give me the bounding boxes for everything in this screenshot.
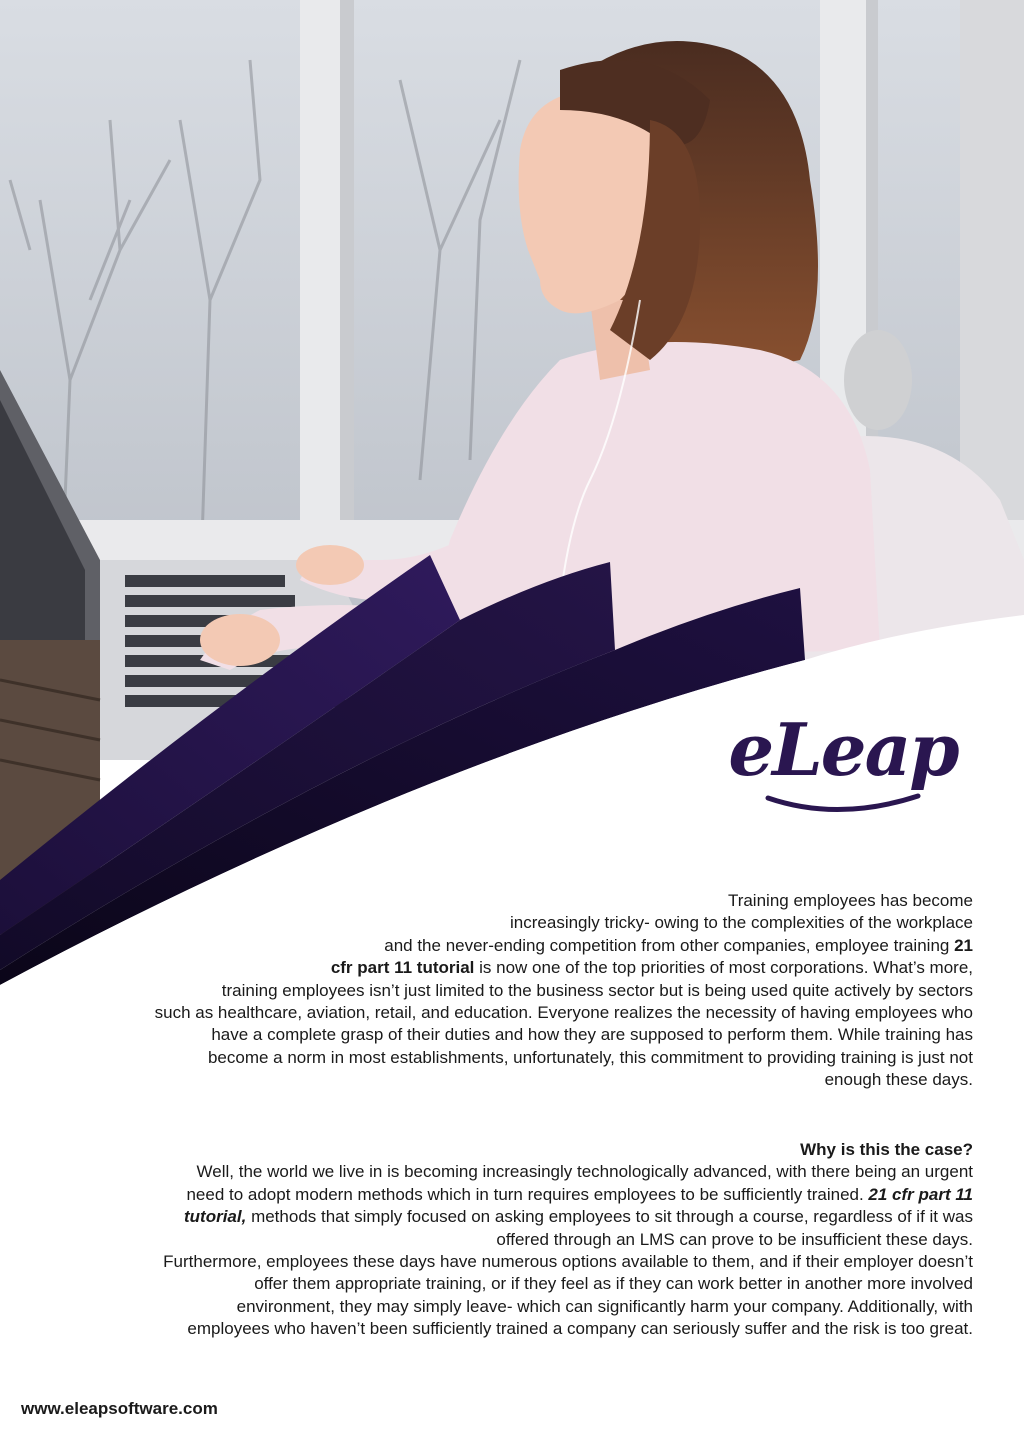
text-line: become a norm in most establishments, unfortunately, this commitment to providing training is just not	[207, 1047, 973, 1067]
text-line: Training employees has become	[727, 891, 973, 910]
keyword-text: tutorial,	[184, 1207, 247, 1227]
website-link[interactable]: www.eleapsoftware.com	[21, 1399, 218, 1418]
text-line: employees who haven’t been sufficiently trained a company can seriously suffer and the risk is too great.	[187, 1319, 973, 1339]
text-line	[40, 957, 973, 979]
text-line: offer them appropriate training, or if they feel as if they can work better in another more involved	[254, 1274, 973, 1294]
text-line	[40, 935, 973, 957]
logo-swoosh-icon	[728, 700, 958, 820]
text-line: Furthermore, employees these days have numerous options available to them, and if their employer doesn’t	[163, 1252, 973, 1272]
section-heading: Why is this the case?	[800, 1140, 973, 1159]
text-segment: methods that simply focused on asking employees to sit through a course, regardless of if it was	[246, 1207, 973, 1227]
text-line: such as healthcare, aviation, retail, and education. Everyone realizes the necessity of having employees who	[154, 1003, 973, 1023]
text-line	[40, 1206, 973, 1228]
keyword-text: cfr part 11 tutorial	[330, 958, 475, 978]
text-line: environment, they may simply leave- which can significantly harm your company. Additionally, with	[236, 1296, 973, 1316]
text-segment: is now one of the top priorities of most corporations. What’s more,	[474, 958, 973, 978]
text-line: enough these days.	[824, 1070, 973, 1090]
text-segment: need to adopt modern methods which in turn requires employees to be sufficiently trained.	[186, 1184, 869, 1204]
keyword-text: 21 cfr part 11	[868, 1184, 973, 1204]
text-segment: and the never-ending competition from other companies, employee training	[384, 935, 955, 955]
intro-paragraph	[40, 890, 973, 1092]
text-line	[40, 1184, 973, 1206]
keyword-text: 21	[954, 935, 973, 955]
text-line: Well, the world we live in is becoming increasingly technologically advanced, with there being an urgent	[196, 1162, 973, 1182]
text-line: training employees isn’t just limited to the business sector but is being used quite actively by sectors	[221, 980, 973, 1000]
section-why	[40, 1139, 973, 1341]
text-line: have a complete grasp of their duties and how they are supposed to perform them. While training has	[211, 1025, 973, 1045]
logo-wordmark: eLeap	[728, 707, 958, 792]
brand-logo[interactable]	[728, 700, 958, 820]
text-line: increasingly tricky- owing to the complexities of the workplace	[510, 913, 973, 933]
text-line: offered through an LMS can prove to be insufficient these days.	[496, 1229, 973, 1249]
